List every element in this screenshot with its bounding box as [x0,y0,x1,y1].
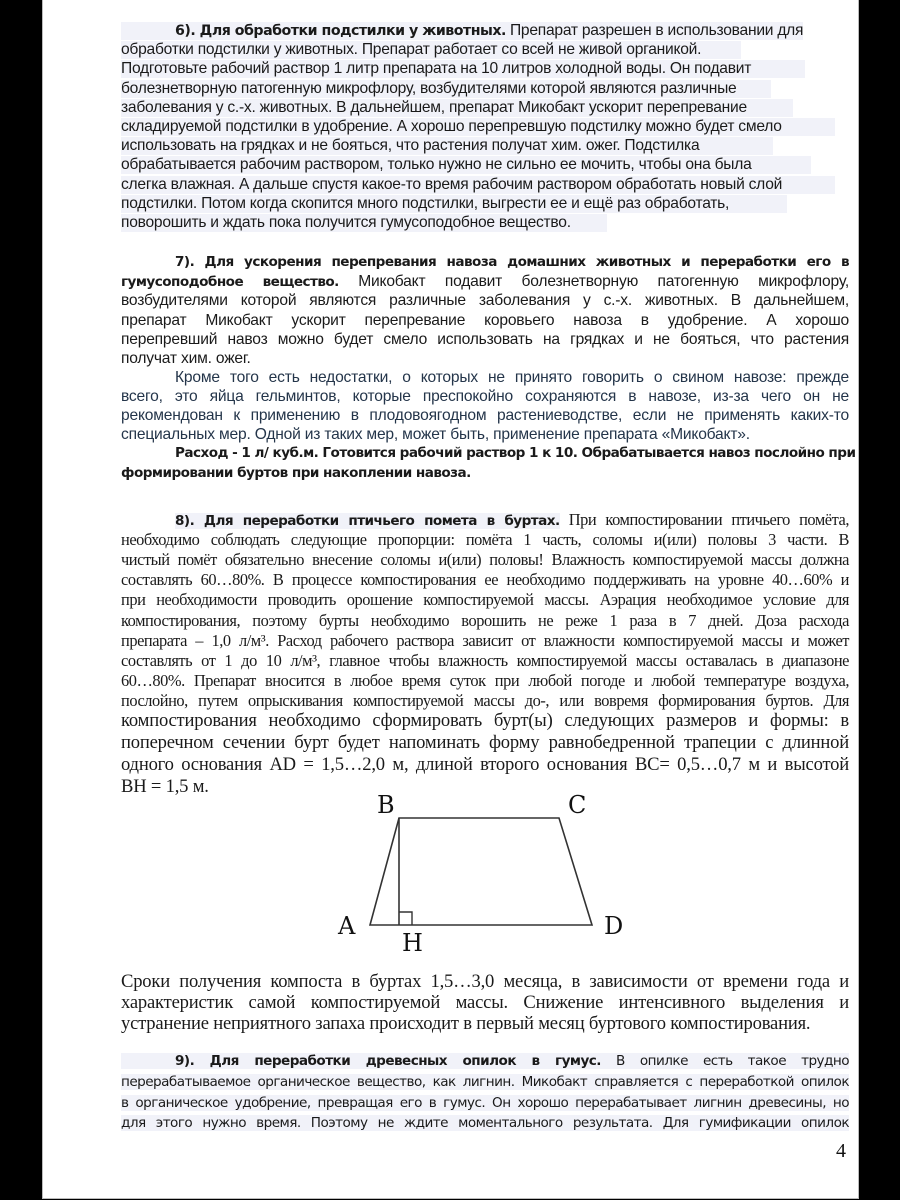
section7-heading: 7). Для ускорения перепревания навоза домашних животных и переработки его в [175,254,849,270]
section7-heading-end: гумусоподобное вещество. [121,274,339,290]
section8-big-line: поперечном сечении бурт будет напоминать форму равнобедренной трапеции с длинной [121,732,849,753]
section8-line: составлять от 1 до 10 л/м³, главное чтобы влажность компостируемой массы оставалась в диапазоне [121,651,849,670]
section9-line-text: В опилке есть такое трудно [600,1053,849,1069]
section6-line: использовать на грядках и не бояться, что растения получат хим. ожег. Подстилка [121,137,773,155]
section8-line: необходимо соблюдать следующие пропорции: помёта 1 часть, соломы и(или) половы 3 части. В [121,530,849,549]
terms-line: Сроки получения компоста в буртах 1,5…3,0 месяца, в зависимости от времени года и [121,971,849,992]
section9-line: для этого нужно время. Поэтому не ждите моментального результата. Для гумификации опилок [121,1115,849,1131]
trapezoid-shape [370,818,592,925]
note-line: рекомендован к применению в плодовоягодном растениеводстве, если не применять каких-то [121,407,849,424]
document-page [42,0,859,1199]
section8-line: при необходимости проводить орошение компостируемой массы. Аэрация необходимое условие для [121,590,849,609]
label-d: D [604,912,624,940]
label-c: C [568,791,587,819]
section7-line: возбудителями которой являются различные заболевания у с.-х. животных. В дальнейшем, [121,292,849,309]
section9-line: перерабатываемое органическое вещество, как лигнин. Микобакт справляется с переработкой опилок [121,1074,849,1090]
section6-line: болезнетворную патогенную микрофлору, возбудителями которой являются различные [121,80,771,98]
dosage-line: формировании буртов при накоплении навоза. [121,465,471,481]
section8-heading: 8). Для переработки птичьего помета в буртах. [175,513,560,529]
section8-line: послойно, путем опрыскивания компостируемой массы до-, или вовремя формирования буртов. Для [121,691,849,710]
section6-line: Подготовьте рабочий раствор 1 литр препарата на 10 литров холодной воды. Он подавит [121,60,805,78]
section8-big-line: компостирования необходимо сформировать бурт(ы) следующих размеров и формы: в [121,710,849,731]
section8-line: чистый помёт обязательно внесение соломы и(или) половы! Влажность компостируемой массы должна [121,550,849,569]
section8-line: препарата – 1,0 л/м³. Расход рабочего раствора зависит от влажности компостируемой массы и может [121,631,849,650]
section6-line: слегка влажная. А дальше спустя какое-то время рабочим раствором обработать новый слой [121,176,835,194]
section8-line-text: При компостировании птичьего помёта, [559,510,850,529]
page-number: 4 [836,1140,846,1162]
section6-first-line [121,22,803,40]
section8-line: 60…80%. Препарат вносится в любое время суток при любой погоде и любой температуре воздуха, [121,671,849,690]
section7-line [121,273,849,291]
section8-line: компостирования, поэтому бурты необходимо ворошить не реже 1 раза в 7 дней. Доза расхода [121,611,849,630]
label-b: B [377,791,395,819]
section6-line: поворошить и ждать пока получится гумусоподобное вещество. [121,214,607,232]
terms-line: устранение неприятного запаха происходит в первый месяц буртового компостирования. [121,1013,811,1034]
right-angle-marker [399,912,412,925]
section6-line: обрабатывается рабочим раствором, только нужно не сильно ее мочить, чтобы она была [121,156,811,174]
section7-line: перепревший навоз можно будет смело использовать на грядках и не бояться, что растения [121,331,849,348]
section6-line: заболевания у с.-х. животных. В дальнейшем, препарат Микобакт ускорит перепревание [121,99,793,117]
section9-first-line [121,1053,849,1069]
note-line: специальных мер. Одной из таких мер, может быть, применение препарата «Микобакт». [121,426,750,443]
section6-heading: 6). Для обработки подстилки у животных. [175,23,506,39]
section7-line-text: Микобакт подавит болезнетворную патогенную микрофлору, [338,273,849,290]
note-line: Кроме того есть недостатки, о которых не принято говорить о свином навозе: прежде [175,369,849,386]
label-h: H [402,929,423,957]
section6-line: обработки подстилки у животных. Препарат работает со всей не живой органикой. [121,41,741,59]
section6-line: подстилки. Потом когда скопится много подстилки, выгрести ее и ещё раз обработать, [121,195,787,213]
section6-line: складируемой подстилки в удобрение. А хорошо перепревшую подстилку можно будет смело [121,118,835,136]
section8-first-line [121,510,849,530]
section8-big-line: одного основания AD = 1,5…2,0 м, длиной второго основания BC= 0,5…0,7 м и высотой [121,754,849,775]
section9-line: в органическое удобрение, превращая его в гумус. Он хорошо перерабатывает лигнин древесины, но [121,1095,849,1111]
dosage-line: Расход - 1 л/ куб.м. Готовится рабочий раствор 1 к 10. Обрабатывается навоз послойно при [175,445,856,461]
section8-big-line: BH = 1,5 м. [121,776,209,797]
section9-heading: 9). Для переработки древесных опилок в гумус. [175,1053,601,1069]
section7-line: получат хим. ожег. [121,350,251,367]
section8-line: составлять 60…80%. В процессе компостирования ее необходимо поддерживать на уровне 40…60% и [121,570,849,589]
note-line: всего, это яйца гельминтов, которые преспокойно сохраняются в навозе, из-за чего он не [121,388,849,405]
section7-line: препарат Микобакт ускорит перепревание коровьего навоза в удобрение. А хорошо [121,312,849,329]
trapezoid-diagram [328,783,648,958]
terms-line: характеристик самой компостируемой массы. Снижение интенсивного выделения и [121,992,849,1013]
label-a: A [338,912,356,940]
section6-line: Препарат разрешен в использовании для [505,22,804,39]
